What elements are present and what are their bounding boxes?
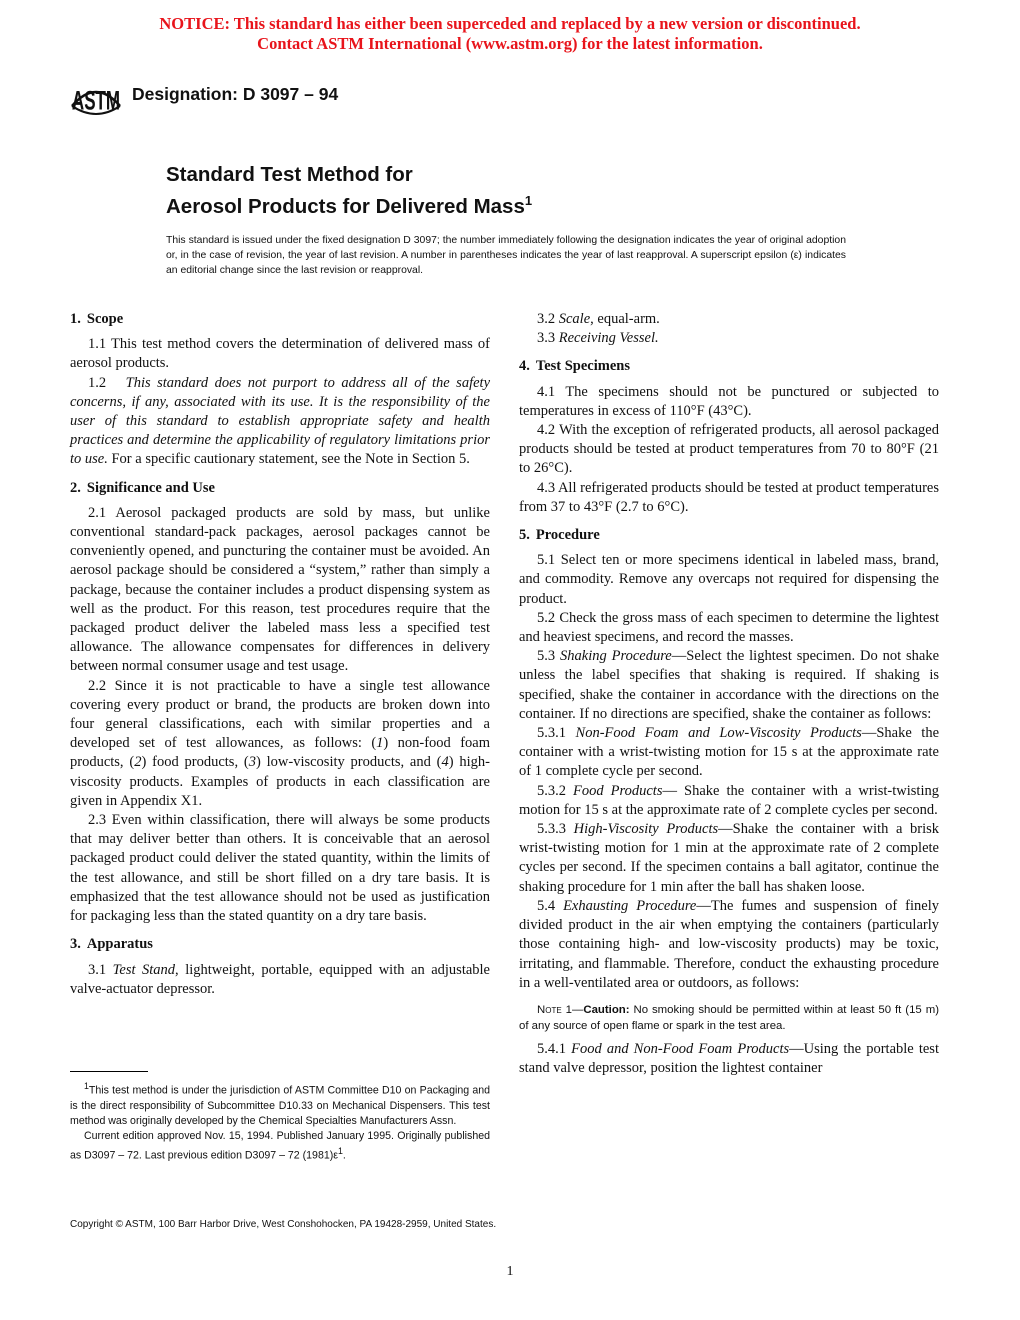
title-line-1: Standard Test Method for [166, 163, 413, 186]
para-number: 5.3.3 [537, 821, 566, 838]
para-number: 3.1 [88, 961, 107, 978]
section-heading-specimens [519, 357, 939, 376]
section-heading-apparatus [70, 935, 490, 954]
section-title: Procedure [535, 527, 600, 544]
para-text: —Shake the container with a wrist-twisting motion for 15 s at the approximate rate of 1 complete cycle per second. [519, 725, 940, 780]
section-number: 2. [70, 479, 81, 496]
notice-line-1: NOTICE: This standard has either been superceded and replaced by a new version or discontinued. [159, 14, 861, 33]
term: Non-Food Foam and Low-Viscosity Products [575, 725, 862, 742]
copyright: Copyright © ASTM, 100 Barr Harbor Drive, West Conshohocken, PA 19428-2959, United States. [70, 1219, 497, 1230]
caution-note [519, 1002, 939, 1034]
para-2-3: 2.3 Even within classification, there will always be some products that may deliver better than others. It is conceivable that an aerosol packaged product could deliver the stated quantity, within the limits of the test allowance, and still be short filled on a dry tare basis. It is emphasized that the test allowance should not be used as justification for packaging less than the stated quantity on a dry tare basis. [70, 812, 490, 925]
para-number: 5.3 [537, 648, 556, 665]
para-text: —Select the lightest specimen. Do not shake unless the label specifies that shaking is required. If shaking is specified, shake the container in accordance with the directions on the container. If no directions are specified, shake the container as follows: [519, 648, 940, 722]
term: Receiving Vessel. [558, 330, 659, 347]
section-number: 1. [70, 311, 81, 327]
term: Food and Non-Food Foam Products [571, 1040, 790, 1057]
section-number: 5. [519, 527, 530, 544]
section-number: 4. [519, 358, 530, 375]
para-5-1: 5.1 Select ten or more specimens identical in labeled mass, brand, and commodity. Remove any overcaps not required for dispensing the product. [519, 552, 939, 607]
para-text: ) low-viscosity products, and ( [255, 754, 442, 771]
para-text: —The fumes and suspension of finely divided product in the air when emptying the containers (particularly those containing high- and low-viscosity products) may be toxic, irritating, and flammable. Therefore, conduct the exhausting procedure in a well-ventilated area or outdoors, as follows: [519, 897, 939, 991]
notice-banner [0, 14, 1020, 54]
list-num: 2 [134, 754, 142, 771]
notice-line-2: Contact ASTM International (www.astm.org) for the latest information. [257, 34, 763, 53]
para-number: 5.4.1 [537, 1040, 566, 1057]
para-text: —Using the portable test stand valve depressor, position the lightest container [519, 1040, 939, 1077]
astm-logo-icon [68, 76, 124, 124]
para-number: 3.2 [537, 311, 556, 327]
para-2-1: 2.1 Aerosol packaged products are sold by mass, but unlike conventional standard-pack packages, aerosol packages cannot be conveniently opened, and puncturing the container must be avoided. An aerosol package should be considered a “system,” rather than simply a package, because the container includes a product dispensing system as well as the product. For this reason, test procedures require that the packaged product deliver the labeled mass less a specified test allowance. The allowance compensates for differences in delivery between normal consumer usage and test usage. [70, 504, 490, 675]
para-text: For a specific cautionary statement, see the Note in Section 5. [111, 451, 470, 468]
para-text: — Shake the container with a wrist-twisting motion for 15 s at the approximate rate of 2 complete cycles per second. [519, 782, 939, 818]
term: High-Viscosity Products [573, 821, 719, 838]
footnotes [70, 1079, 490, 1163]
section-title: Significance and Use [86, 479, 215, 496]
section-heading-procedure [519, 526, 939, 545]
section-title: Apparatus [86, 936, 153, 953]
para-4-3: 4.3 All refrigerated products should be tested at product temperatures from 37 to 43°F (2.7 to 6°C). [519, 479, 939, 515]
section-title: Test Specimens [535, 358, 630, 375]
para-text: 2.2 Since it is not practicable to have a single test allowance covering every product or brand, the products are broken down into four general classifications, each with similar properties and a developed set of test allowances, as follows: ( [70, 677, 490, 752]
title-footnote-mark: 1 [524, 193, 533, 208]
footnote-mark: 1 [84, 1081, 89, 1091]
para-text: , lightweight, portable, equipped with an adjustable valve-actuator depressor. [70, 961, 490, 997]
para-number: 5.3.2 [537, 782, 566, 799]
section-heading-scope [70, 310, 490, 329]
note-text: No smoking should be permitted within at least 50 ft (15 m) of any source of open flame or spark in the test area. [519, 1003, 939, 1032]
footnote-1 [70, 1079, 490, 1129]
para-text: ) non-food foam products, ( [70, 735, 490, 771]
para-5-4 [519, 897, 939, 993]
note-caution: Caution: [583, 1003, 630, 1016]
list-num: 3 [248, 754, 256, 771]
para-1-2 [70, 374, 490, 470]
term: Food Products [573, 782, 663, 799]
section-title: Scope [86, 311, 124, 327]
para-text: ) food products, ( [141, 754, 249, 771]
para-1-1: 1.1 This test method covers the determination of delivered mass of aerosol products. [70, 336, 490, 372]
footnote-text: . [342, 1149, 346, 1162]
list-num: 1 [376, 735, 384, 752]
para-4-1: 4.1 The specimens should not be punctured or subjected to temperatures in excess of 110°F (43°C). [519, 383, 939, 419]
footnote-2 [70, 1129, 490, 1164]
title-line-2-text: Aerosol Products for Delivered Mass [166, 194, 525, 218]
safety-statement: This standard does not purport to address all of the safety concerns, if any, associated with its use. It is the responsibility of the user of this standard to establish appropriate safety and health practices and determine the applicability of regulatory limitations prior to use. [70, 374, 490, 468]
para-text: —Shake the container with a brisk wrist-twisting motion for 1 min at the approximate rate of 2 complete cycles per second. If the specimen contains a ball agitator, continue the shaking procedure for 1 min after the ball has shaken loose. [519, 821, 939, 895]
document-title [166, 162, 532, 220]
section-heading-significance [70, 479, 490, 498]
astm-logo-text: ASTM [71, 84, 121, 116]
para-5-3-2 [519, 782, 939, 820]
designation: Designation: D 3097 – 94 [132, 84, 339, 104]
issue-statement: This standard is issued under the fixed designation D 3097; the number immediately following the designation indicates the year of original adoption or, in the case of revision, the year of last revision. A number in parentheses indicates the year of last reapproval. A superscript epsilon (ε) indicates an editorial change since the last revision or reapproval. [166, 235, 846, 276]
footnote-text: This test method is under the jurisdiction of ASTM Committee D10 on Packaging and is the direct responsibility of Subcommittee D10.33 on Mechanical Dispensers. This test method was originally developed by the Chemical Specialties Manufacturers Assn. [70, 1084, 490, 1127]
para-3-2 [519, 310, 939, 329]
footnote-sup: 1 [337, 1145, 343, 1156]
term: Shaking Procedure [560, 648, 672, 665]
page-number: 1 [506, 1264, 514, 1279]
para-number: 5.3.1 [537, 725, 566, 742]
term: Exhausting Procedure [563, 897, 697, 914]
list-num: 4 [441, 754, 449, 771]
para-2-2 [70, 677, 490, 811]
para-text: ) high-viscosity products. Examples of products in each classification are given in Appendix X1. [70, 754, 491, 809]
para-5-3 [519, 647, 939, 724]
term: Scale [558, 311, 591, 327]
para-4-2: 4.2 With the exception of refrigerated products, all aerosol packaged products should be tested at product temperatures from 70 to 80°F (21 to 26°C). [519, 422, 939, 477]
para-number: 5.4 [537, 897, 556, 914]
term: Test Stand [112, 961, 176, 978]
para-5-2: 5.2 Check the gross mass of each specimen to determine the lightest and heaviest specimens, and record the masses. [519, 609, 939, 646]
footnote-divider [70, 1071, 148, 1072]
right-column [519, 310, 939, 1078]
para-5-3-3 [519, 820, 939, 897]
para-number: 3.3 [537, 330, 556, 347]
para-3-3 [519, 329, 939, 348]
title-line-2 [166, 188, 532, 220]
para-number: 1.2 [88, 374, 107, 391]
para-5-3-1 [519, 724, 939, 782]
para-text: , equal-arm. [590, 311, 660, 327]
footnote-text: Current edition approved Nov. 15, 1994. Published January 1995. Originally published as D3097 – 72. Last previous edition D3097 – 72 (1981)ε [70, 1129, 490, 1162]
note-label: Note 1— [537, 1003, 584, 1016]
para-5-4-1 [519, 1040, 939, 1078]
left-column [70, 310, 490, 999]
para-3-1 [70, 961, 490, 999]
section-number: 3. [70, 936, 81, 953]
